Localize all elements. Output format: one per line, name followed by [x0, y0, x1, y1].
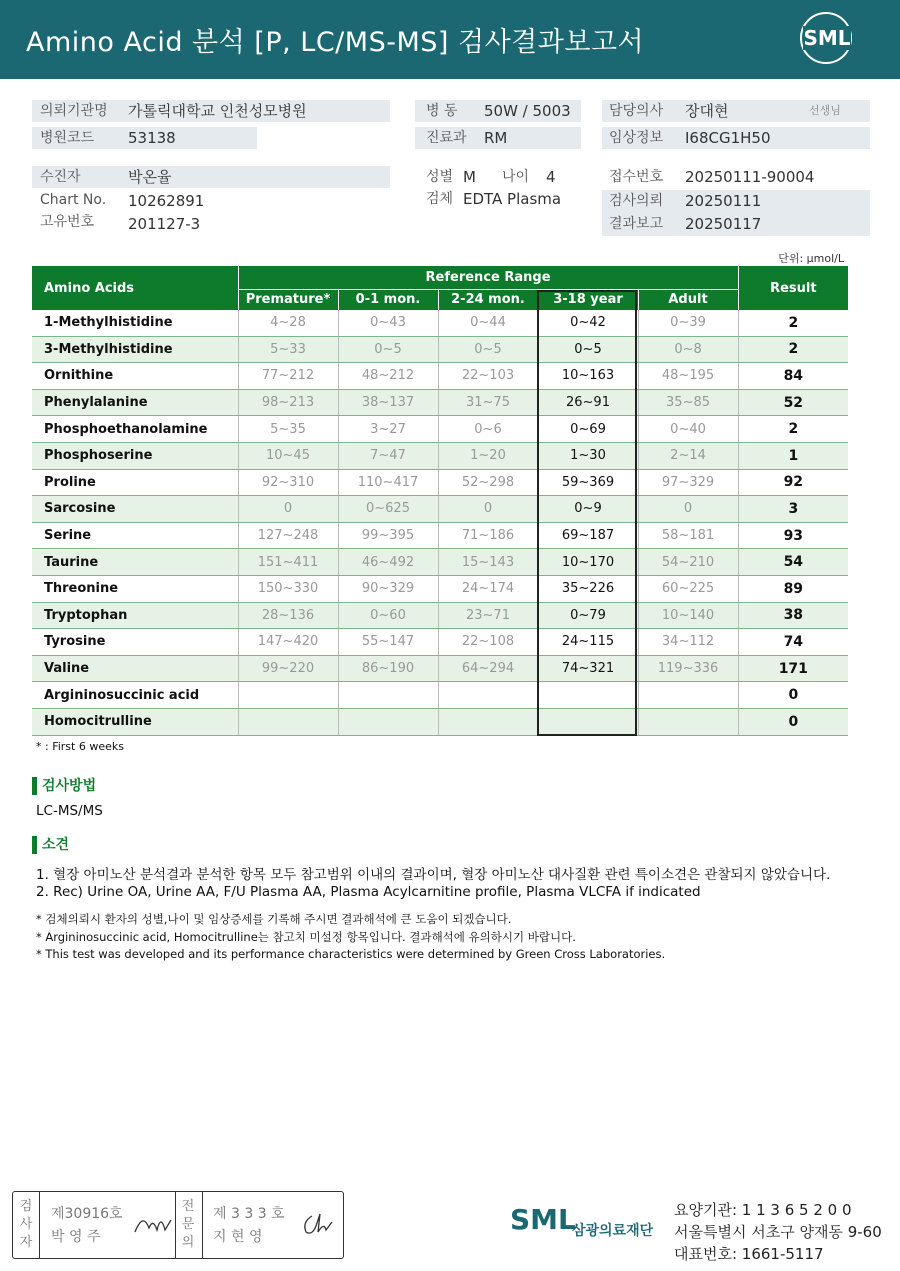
- reference-range-cell: 2~14: [638, 442, 738, 469]
- report-title: Amino Acid 분석 [P, LC/MS-MS] 검사결과보고서: [26, 27, 645, 58]
- sex-value: M: [463, 168, 476, 186]
- table-row: [32, 629, 848, 656]
- reference-range-cell: 5~33: [238, 336, 338, 363]
- reference-range-cell: 0~44: [438, 310, 538, 336]
- opinion-line-1: 1. 혈장 아미노산 분석결과 분석한 항목 모두 참고범위 이내의 결과이며, 혈장 아미노산 대사질환 관련 특이소견은 관찰되지 않았습니다.: [36, 867, 831, 883]
- age-label: 나이: [502, 169, 530, 185]
- result-cell: 2: [738, 310, 848, 336]
- footer-org: 삼광의료재단: [572, 1223, 654, 1239]
- table-row: [32, 682, 848, 709]
- specialist-signature-icon: [298, 1208, 338, 1238]
- reference-range-cell: 99~395: [338, 522, 438, 549]
- reference-range-cell: 0: [438, 496, 538, 523]
- doctor-label: 담당의사: [609, 103, 664, 119]
- reference-range-cell: 110~417: [338, 469, 438, 496]
- reference-range-cell: 147~420: [238, 629, 338, 656]
- reference-range-cell: 22~108: [438, 629, 538, 656]
- result-cell: 89: [738, 575, 848, 602]
- reference-range-cell: 0~79: [538, 602, 638, 629]
- reference-range-cell: [438, 682, 538, 709]
- result-cell: 3: [738, 496, 848, 523]
- reference-range-cell: 48~195: [638, 363, 738, 390]
- opinion-title: 소견: [32, 836, 69, 854]
- amino-acid-name: Threonine: [32, 575, 238, 602]
- reference-range-cell: 10~170: [538, 549, 638, 576]
- report-label: 결과보고: [609, 216, 664, 232]
- tester-name: 박 영 주: [51, 1229, 101, 1245]
- specialist-label: 전문의: [181, 1199, 195, 1250]
- receipt-value: 20250111-90004: [685, 168, 815, 186]
- amino-acid-name: Proline: [32, 469, 238, 496]
- sml-logo-text: SML: [803, 26, 851, 50]
- reference-range-cell: 58~181: [638, 522, 738, 549]
- reference-range-cell: [538, 708, 638, 735]
- result-cell: 38: [738, 602, 848, 629]
- amino-acid-name: Phenylalanine: [32, 389, 238, 416]
- report-header: [0, 0, 900, 79]
- header-0-1-mon: 0-1 mon.: [338, 289, 438, 310]
- method-title: 검사방법: [32, 777, 96, 795]
- reference-range-cell: 4~28: [238, 310, 338, 336]
- reference-range-cell: 90~329: [338, 575, 438, 602]
- reference-range-cell: 1~20: [438, 442, 538, 469]
- table-row: [32, 522, 848, 549]
- reference-range-cell: 98~213: [238, 389, 338, 416]
- reference-range-cell: 0~5: [338, 336, 438, 363]
- reference-range-cell: 22~103: [438, 363, 538, 390]
- opinion-line-2: 2. Rec) Urine OA, Urine AA, F/U Plasma AA, Plasma Acylcarnitine profile, Plasma VLCFA if indicated: [36, 884, 701, 900]
- chart-label: Chart No.: [40, 192, 107, 208]
- reference-range-cell: 127~248: [238, 522, 338, 549]
- reference-range-cell: 0~40: [638, 416, 738, 443]
- reference-range-cell: [638, 682, 738, 709]
- reference-range-cell: 26~91: [538, 389, 638, 416]
- reference-range-cell: [538, 682, 638, 709]
- note-3: * This test was developed and its performance characteristics were determined by Green Cross Laboratories.: [36, 947, 666, 961]
- reference-range-cell: 77~212: [238, 363, 338, 390]
- reference-range-cell: 38~137: [338, 389, 438, 416]
- reference-range-cell: 7~47: [338, 442, 438, 469]
- header-2-24-mon: 2-24 mon.: [438, 289, 538, 310]
- reference-range-cell: 5~35: [238, 416, 338, 443]
- result-cell: 93: [738, 522, 848, 549]
- signature-box: [12, 1191, 344, 1259]
- chart-value: 10262891: [128, 192, 205, 210]
- method-text: LC-MS/MS: [36, 803, 103, 819]
- reference-range-cell: 151~411: [238, 549, 338, 576]
- reference-range-cell: 0~5: [438, 336, 538, 363]
- reference-range-cell: 0~39: [638, 310, 738, 336]
- reference-range-cell: [238, 682, 338, 709]
- header-adult: Adult: [638, 289, 738, 310]
- dept-value: RM: [484, 129, 508, 147]
- reference-range-cell: 24~174: [438, 575, 538, 602]
- amino-acid-name: 1-Methylhistidine: [32, 310, 238, 336]
- tester-label: 검사자: [19, 1199, 33, 1250]
- unique-label: 고유번호: [40, 214, 95, 230]
- reference-range-cell: 0~5: [538, 336, 638, 363]
- table-row: [32, 708, 848, 735]
- patient-label: 수진자: [40, 169, 81, 185]
- footer-code: 요양기관: 1 1 3 6 5 2 0 0: [674, 1201, 852, 1219]
- amino-acid-name: Ornithine: [32, 363, 238, 390]
- reference-range-cell: 74~321: [538, 655, 638, 682]
- reference-range-cell: 97~329: [638, 469, 738, 496]
- amino-acid-name: Tyrosine: [32, 629, 238, 656]
- table-row: [32, 416, 848, 443]
- result-cell: 2: [738, 416, 848, 443]
- reference-range-cell: 55~147: [338, 629, 438, 656]
- reference-range-cell: 1~30: [538, 442, 638, 469]
- result-cell: 171: [738, 655, 848, 682]
- reference-range-cell: 31~75: [438, 389, 538, 416]
- reference-range-cell: 48~212: [338, 363, 438, 390]
- patient-value: 박온율: [128, 168, 172, 186]
- table-row: [32, 310, 848, 336]
- reference-range-cell: 0~43: [338, 310, 438, 336]
- unique-value: 201127-3: [128, 215, 201, 233]
- result-cell: 1: [738, 442, 848, 469]
- request-label: 검사의뢰: [609, 193, 664, 209]
- note-1: * 검체의뢰시 환자의 성별,나이 및 임상증세를 기록해 주시면 결과해석에 큰 도움이 되겠습니다.: [36, 912, 512, 926]
- reference-range-cell: 24~115: [538, 629, 638, 656]
- reference-range-cell: 28~136: [238, 602, 338, 629]
- amino-acid-name: Valine: [32, 655, 238, 682]
- table-footnote: * : First 6 weeks: [36, 740, 124, 753]
- table-row: [32, 602, 848, 629]
- table-row: [32, 389, 848, 416]
- reference-range-cell: 10~163: [538, 363, 638, 390]
- result-cell: 0: [738, 682, 848, 709]
- header-3-18-year: 3-18 year: [538, 289, 638, 310]
- result-cell: 52: [738, 389, 848, 416]
- header-premature: Premature*: [238, 289, 338, 310]
- reference-range-cell: 150~330: [238, 575, 338, 602]
- reference-range-cell: [238, 708, 338, 735]
- reference-range-cell: 0: [238, 496, 338, 523]
- table-row: [32, 655, 848, 682]
- header-amino-acids: Amino Acids: [32, 266, 238, 310]
- reference-range-cell: 15~143: [438, 549, 538, 576]
- reference-range-cell: [338, 708, 438, 735]
- reference-range-cell: 23~71: [438, 602, 538, 629]
- footer-logo: SML: [510, 1203, 576, 1236]
- amino-acid-name: Homocitrulline: [32, 708, 238, 735]
- table-row: [32, 363, 848, 390]
- unit-label: 단위: μmol/L: [778, 252, 844, 265]
- table-row: [32, 549, 848, 576]
- reference-range-cell: 92~310: [238, 469, 338, 496]
- reference-range-cell: 3~27: [338, 416, 438, 443]
- reference-range-cell: 64~294: [438, 655, 538, 682]
- reference-range-cell: 59~369: [538, 469, 638, 496]
- reference-range-cell: 71~186: [438, 522, 538, 549]
- amino-acid-name: Phosphoethanolamine: [32, 416, 238, 443]
- reference-range-cell: 69~187: [538, 522, 638, 549]
- table-row: [32, 442, 848, 469]
- amino-acid-name: 3-Methylhistidine: [32, 336, 238, 363]
- reference-range-cell: 35~85: [638, 389, 738, 416]
- amino-acid-name: Taurine: [32, 549, 238, 576]
- header-result: Result: [738, 266, 848, 310]
- reference-range-cell: 0~625: [338, 496, 438, 523]
- reference-range-cell: 35~226: [538, 575, 638, 602]
- reference-range-cell: 0~9: [538, 496, 638, 523]
- reference-range-cell: 10~45: [238, 442, 338, 469]
- reference-range-cell: 54~210: [638, 549, 738, 576]
- reference-range-cell: 0~42: [538, 310, 638, 336]
- header-reference-range: Reference Range: [238, 266, 738, 289]
- tester-signature-icon: [131, 1208, 175, 1238]
- note-2: * Argininosuccinic acid, Homocitrulline는 참고치 미설정 항목입니다. 결과해석에 유의하시기 바랍니다.: [36, 930, 576, 944]
- specimen-label: 검체: [426, 191, 454, 207]
- reference-range-cell: 0~8: [638, 336, 738, 363]
- reference-range-cell: [338, 682, 438, 709]
- footer-address: 서울특별시 서초구 양재동 9-60: [674, 1223, 882, 1241]
- table-row: [32, 575, 848, 602]
- reference-range-cell: 0~60: [338, 602, 438, 629]
- table-row: [32, 496, 848, 523]
- reference-range-cell: 34~112: [638, 629, 738, 656]
- reference-range-cell: [638, 708, 738, 735]
- sex-label: 성별: [426, 169, 454, 185]
- amino-acid-name: Tryptophan: [32, 602, 238, 629]
- reference-range-cell: 0~69: [538, 416, 638, 443]
- result-cell: 92: [738, 469, 848, 496]
- result-cell: 54: [738, 549, 848, 576]
- result-cell: 2: [738, 336, 848, 363]
- reference-range-cell: 0: [638, 496, 738, 523]
- age-value: 4: [546, 168, 556, 186]
- reference-range-cell: 86~190: [338, 655, 438, 682]
- reference-range-cell: 10~140: [638, 602, 738, 629]
- report-value: 20250117: [685, 215, 762, 233]
- specialist-name: 지 현 영: [213, 1229, 263, 1245]
- hospital-code-label: 병원코드: [40, 130, 95, 146]
- reference-range-cell: 52~298: [438, 469, 538, 496]
- amino-acid-name: Sarcosine: [32, 496, 238, 523]
- clinical-value: I68CG1H50: [685, 129, 771, 147]
- table-row: [32, 336, 848, 363]
- clinical-label: 임상정보: [609, 130, 664, 146]
- amino-acid-name: Serine: [32, 522, 238, 549]
- request-value: 20250111: [685, 192, 762, 210]
- hospital-code-value: 53138: [128, 129, 176, 147]
- reference-range-cell: 46~492: [338, 549, 438, 576]
- reference-range-cell: 119~336: [638, 655, 738, 682]
- specimen-value: EDTA Plasma: [463, 190, 562, 208]
- tester-number: 제30916호: [51, 1206, 123, 1222]
- ward-value: 50W / 5003: [484, 102, 571, 120]
- reference-range-cell: 60~225: [638, 575, 738, 602]
- result-cell: 84: [738, 363, 848, 390]
- amino-acid-name: Phosphoserine: [32, 442, 238, 469]
- table-row: [32, 469, 848, 496]
- doctor-suffix: 선생님: [809, 104, 841, 117]
- receipt-label: 접수번호: [609, 169, 664, 185]
- amino-acid-name: Argininosuccinic acid: [32, 682, 238, 709]
- ward-label: 병 동: [426, 103, 458, 119]
- footer-phone: 대표번호: 1661-5117: [674, 1245, 824, 1263]
- result-cell: 74: [738, 629, 848, 656]
- doctor-value: 장대현: [685, 102, 729, 120]
- institution-value: 가톨릭대학교 인천성모병원: [128, 102, 307, 120]
- institution-label: 의뢰기관명: [40, 103, 108, 119]
- dept-label: 진료과: [426, 130, 467, 146]
- result-cell: 0: [738, 708, 848, 735]
- reference-range-cell: 0~6: [438, 416, 538, 443]
- patient-row: [32, 166, 390, 188]
- reference-range-cell: [438, 708, 538, 735]
- specialist-number: 제 3 3 3 호: [213, 1206, 285, 1222]
- reference-range-cell: 99~220: [238, 655, 338, 682]
- amino-acid-table: [32, 266, 848, 736]
